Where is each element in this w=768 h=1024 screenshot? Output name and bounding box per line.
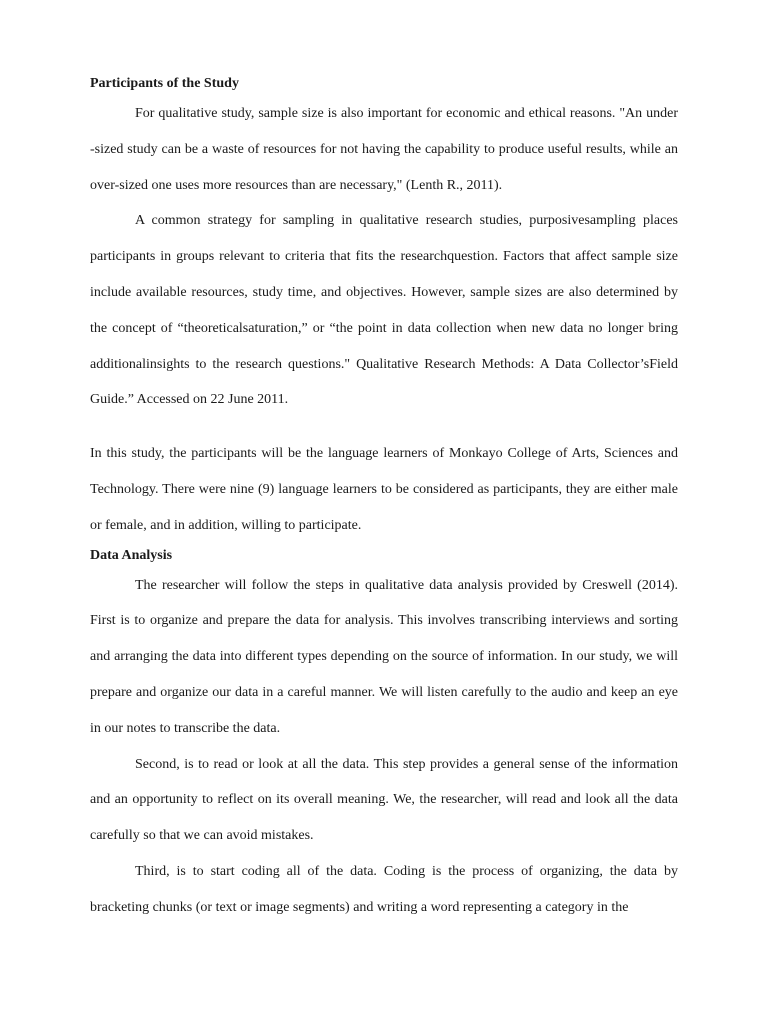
data-analysis-heading: Data Analysis: [90, 547, 173, 563]
paragraph-sample-size: For qualitative study, sample size is also important for economic and ethical reasons. "An under -sized study can be a waste of resources for not having the capability to produce useful results, while an over-sized one uses more resources than are necessary," (Lenth R., 2011).: [90, 106, 678, 193]
paragraph-analysis-step-two: Second, is to read or look at all the data. This step provides a general sense of the information and an opportunity to reflect on its overall meaning. We, the researcher, will read and look all the data carefully so that we can avoid mistakes.: [90, 756, 678, 844]
participants-heading: Participants of the Study: [90, 76, 239, 91]
paragraph-analysis-step-one: The researcher will follow the steps in qualitative data analysis provided by Creswell (2014). First is to organize and prepare the data for analysis. This involves transcribing interviews and sorting and arranging the data into different types depending on the source of information. In our study, we will prepare and organize our data in a careful manner. We will listen carefully to the audio and keep an eye in our notes to transcribe the data.: [90, 577, 678, 736]
paragraph-participants: In this study, the participants will be the language learners of Monkayo College of Arts, Sciences and Technology. There were nine (9) language learners to be considered as participants, they are either male or female, and in addition, willing to participate.: [90, 446, 678, 533]
paragraph-sampling-strategy: A common strategy for sampling in qualitative research studies, purposivesampling places participants in groups relevant to criteria that fits the researchquestion. Factors that affect sample size include available resources, study time, and objectives. However, sample sizes are also determined by the concept of “theoreticalsaturation,” or “the point in data collection when new data no longer bring additionalinsights to the research questions." Qualitative Research Methods: A Data Collector’sField Guide.” Accessed on 22 June 2011.: [90, 213, 678, 408]
paragraph-spacer: [90, 418, 678, 436]
paragraph-analysis-step-three: Third, is to start coding all of the data. Coding is the process of organizing, the data by bracketing chunks (or text or image segments) and writing a word representing a category in the: [90, 863, 678, 915]
